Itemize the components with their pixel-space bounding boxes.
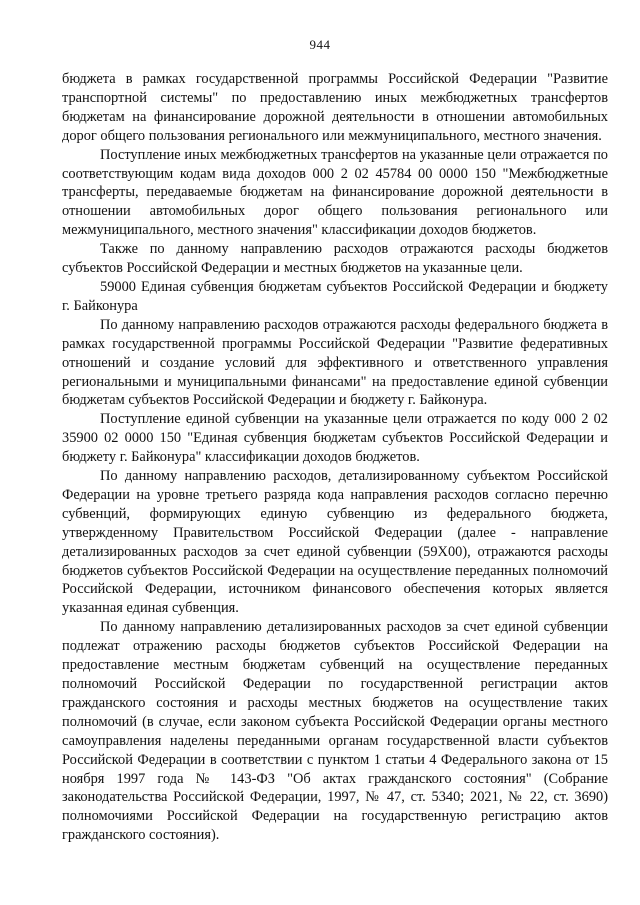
paragraph: Поступление иных межбюджетных трансфертов на указанные цели отражается по соответствующим кодам вида доходов 000 2 02 45784 00 0000 150 "Межбюджетные трансферты, передаваемые бюджетам на финансирование дорожной деятельности в отношении автомобильных дорог общего пользования регионального или межмуниципального, местного значения" классификации доходов бюджетов. bbox=[62, 146, 608, 239]
page-number: 944 bbox=[309, 37, 331, 52]
paragraph: По данному направлению детализированных расходов за счет единой субвенции подлежат отражению расходы бюджетов субъектов Российской Федерации на предоставление местным бюджетам субвенций на осуществление переданных полномочий Российской Федерации по государственной регистрации актов гражданского состояния и расходы местных бюджетов на осуществление таких полномочий (в случае, если законом субъекта Российской Федерации органы местного самоуправления наделены переданными органам государственной власти субъектов Российской Федерации в соответствии с пунктом 1 статьи 4 Федерального закона от 15 ноября 1997 года № 143-ФЗ "Об актах гражданского состояния" (Собрание законодательства Российской Федерации, 1997, № 47, ст. 5340; 2021, № 22, ст. 3690) полномочиями Российской Федерации на государственную регистрацию актов гражданского состояния). bbox=[62, 619, 608, 844]
paragraph: По данному направлению расходов отражаются расходы федерального бюджета в рамках государственной программы Российской Федерации "Развитие федеративных отношений и создание условий для эффективного и ответственного управления региональными и муниципальными финансами" на предоставление единой субвенции бюджетам субъектов Российской Федерации и бюджету г. Байконура. bbox=[62, 316, 608, 409]
paragraph: Также по данному направлению расходов отражаются расходы бюджетов субъектов Российской Федерации и местных бюджетов на указанные цели. bbox=[62, 241, 608, 277]
paragraph: По данному направлению расходов, детализированному субъектом Российской Федерации на уровне третьего разряда кода направления расходов согласно перечню субвенций, формирующих единую субвенцию из федерального бюджета, утвержденному Правительством Российской Федерации (далее - направление детализированных расходов за счет единой субвенции (59Х00), отражаются расходы бюджетов субъектов Российской Федерации на осуществление переданных полномочий Российской Федерации, источником финансового обеспечения которых является указанная единая субвенция. bbox=[62, 468, 608, 617]
document-body bbox=[62, 70, 608, 845]
paragraph: Поступление единой субвенции на указанные цели отражается по коду 000 2 02 35900 02 0000 150 "Единая субвенция бюджетам субъектов Российской Федерации и бюджету г. Байконура" классификации доходов бюджетов. bbox=[62, 411, 608, 466]
paragraph: бюджета в рамках государственной программы Российской Федерации "Развитие транспортной системы" по предоставлению иных межбюджетных трансфертов бюджетам на финансирование дорожной деятельности в отношении автомобильных дорог общего пользования регионального или межмуниципального, местного значения. bbox=[62, 71, 608, 144]
section-heading: 59000 Единая субвенция бюджетам субъектов Российской Федерации и бюджету г. Байконура bbox=[62, 278, 608, 314]
